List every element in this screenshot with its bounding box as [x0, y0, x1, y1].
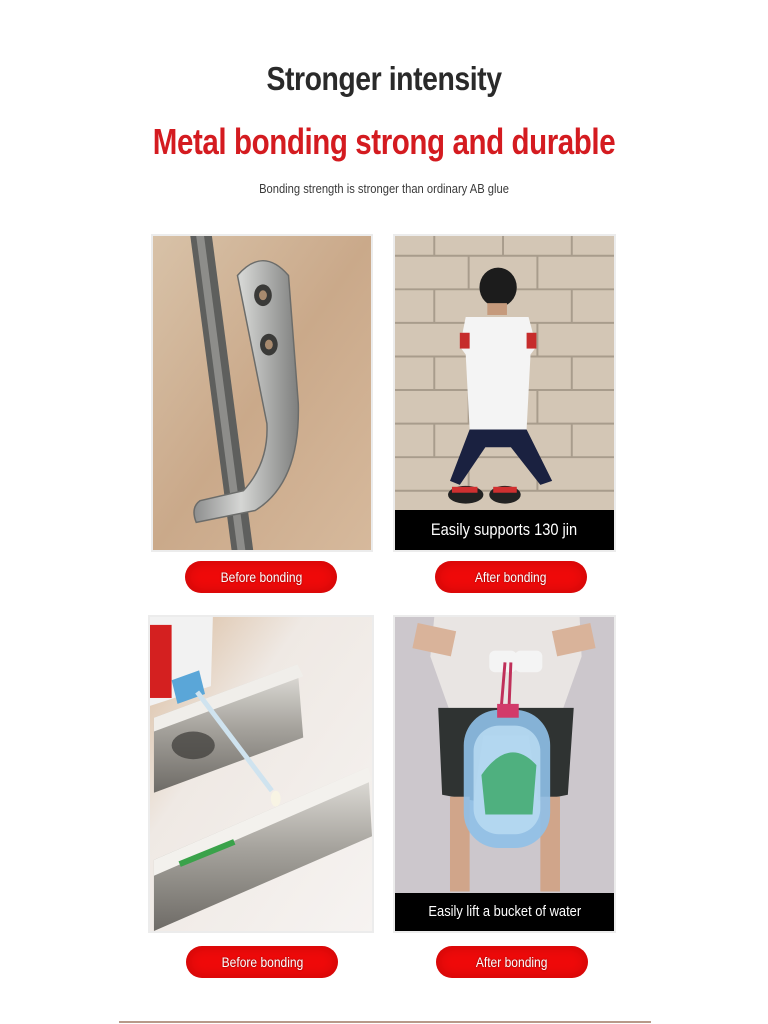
page-subtitle: Metal bonding strong and durable: [152, 121, 616, 162]
water-bucket-lift-photo: [393, 615, 616, 933]
before-bonding-button[interactable]: Before bonding: [185, 561, 337, 593]
hanging-person-photo: [393, 234, 616, 552]
photo-overlay-caption: Easily lift a bucket of water: [395, 893, 614, 931]
photo-overlay-caption: Easily supports 130 jin: [395, 510, 614, 550]
after-bonding-button[interactable]: After bonding: [436, 946, 588, 978]
section-divider: [119, 1021, 651, 1023]
page-caption: Bonding strength is stronger than ordinary AB glue: [259, 181, 509, 196]
metal-hook-photo: [151, 234, 373, 552]
before-bonding-button[interactable]: Before bonding: [186, 946, 338, 978]
page-title: Stronger intensity: [266, 60, 502, 97]
after-bonding-button[interactable]: After bonding: [435, 561, 587, 593]
glue-application-photo: [148, 615, 374, 933]
